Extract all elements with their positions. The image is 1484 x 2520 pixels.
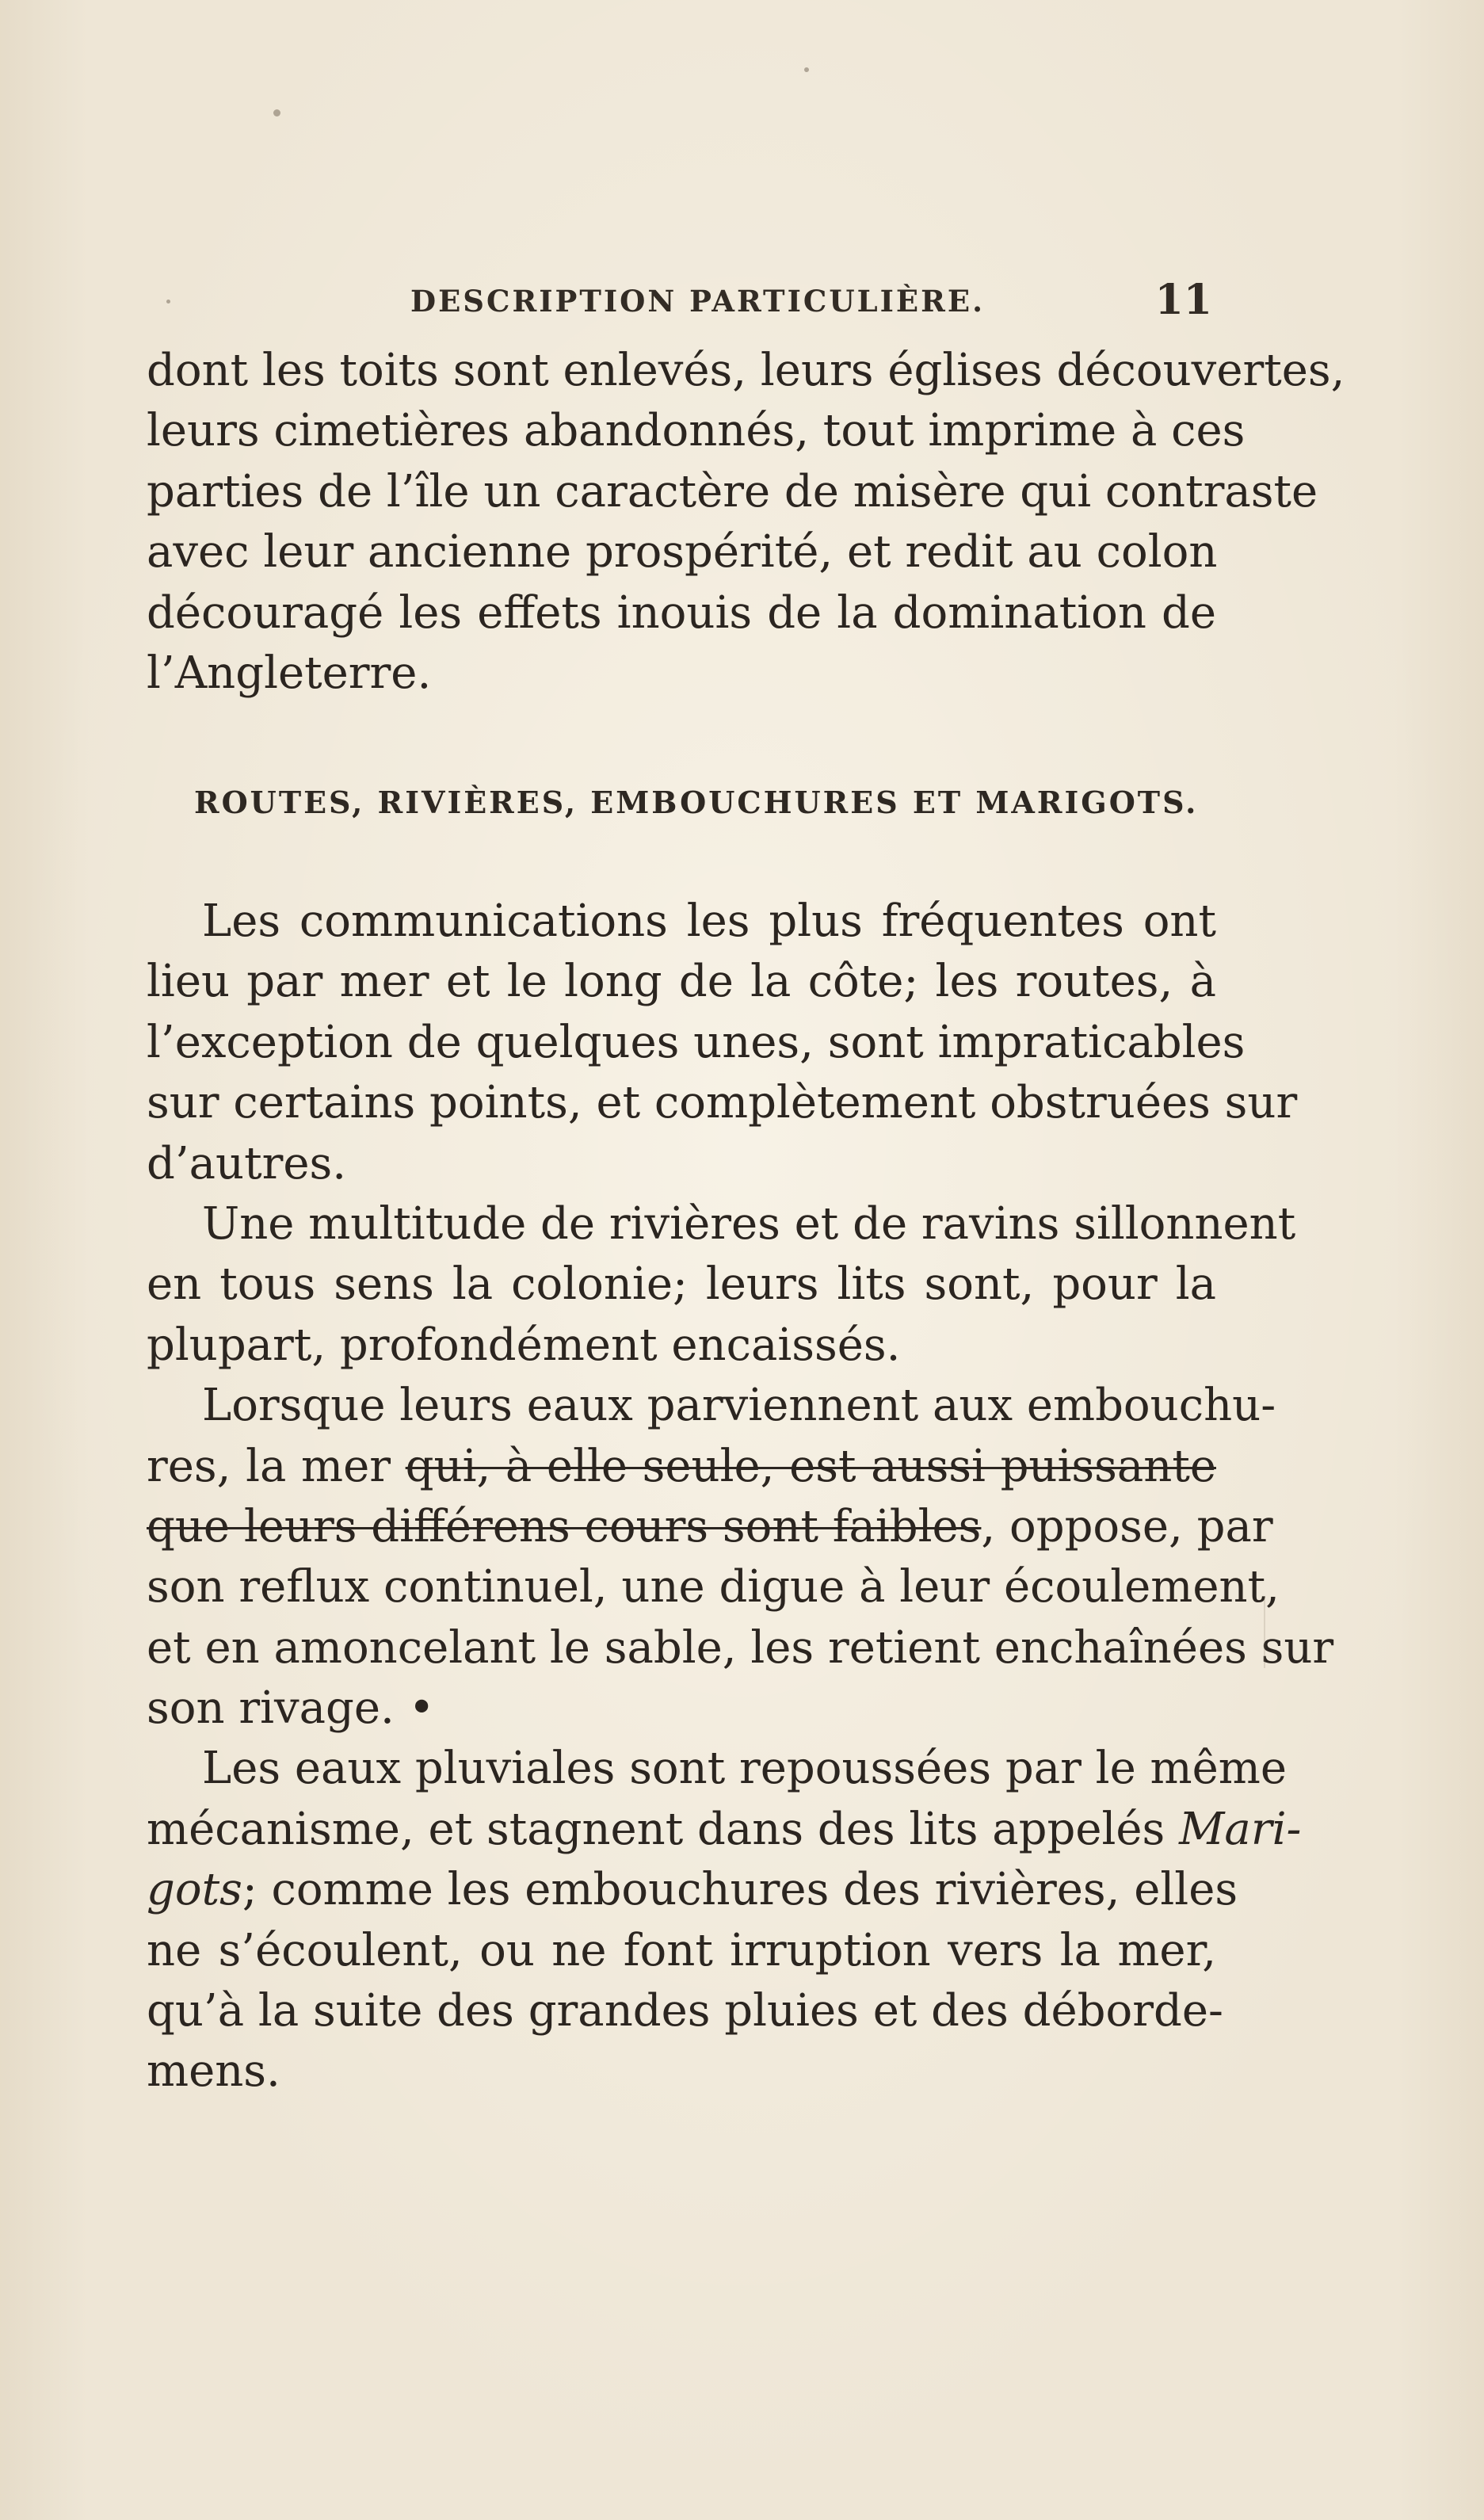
text-line: parties de l’île un caractère de misère qui contraste	[147, 465, 1318, 517]
text-line: d’autres.	[147, 1137, 347, 1189]
section-heading: ROUTES, RIVIÈRES, EMBOUCHURES ET MARIGOTS.	[194, 785, 1199, 820]
text-line: lieu par mer et le long de la côte; les routes, à	[147, 956, 1216, 1008]
text-run: res, la mer	[147, 1440, 406, 1492]
text-line	[147, 1437, 1216, 1497]
running-title: DESCRIPTION PARTICULIÈRE.	[410, 284, 985, 319]
text-line: mens.	[147, 2045, 280, 2098]
text-line	[147, 1860, 1238, 1920]
text-line: l’Angleterre.	[147, 647, 432, 699]
paragraph	[147, 1739, 1302, 2102]
paragraph	[147, 341, 1345, 704]
ink-speck	[273, 109, 280, 116]
section-body	[147, 892, 1334, 2102]
text-line: et en amoncelant le sable, les retient enchaînées sur	[147, 1621, 1334, 1674]
ink-speck	[804, 67, 809, 72]
text-line: qu’à la suite des grandes pluies et des déborde-	[147, 1985, 1223, 2037]
text-line: son rivage. •	[147, 1682, 435, 1735]
paragraph-continuation	[147, 341, 1345, 704]
text-line: dont les toits sont enlevés, leurs églises découvertes,	[147, 345, 1345, 396]
text-line: Les eaux pluviales sont repoussées par le même	[202, 1743, 1287, 1795]
paragraph	[147, 1194, 1296, 1376]
text-run: ; comme les embouchures des rivières, elles	[242, 1864, 1238, 1916]
struck-text: que leurs différens cours sont faibles	[147, 1500, 982, 1552]
text-line: avec leur ancienne prospérité, et redit au colon	[147, 526, 1218, 578]
text-line: l’exception de quelques unes, sont impraticables	[147, 1016, 1246, 1068]
page-number: 11	[1154, 276, 1212, 324]
text-line: en tous sens la colonie; leurs lits sont, pour la	[147, 1258, 1216, 1311]
text-line: ne s’écoulent, ou ne font irruption vers la mer,	[147, 1924, 1216, 1976]
text-run: , oppose, par	[981, 1500, 1273, 1552]
italic-term: Mari-	[1179, 1803, 1302, 1855]
text-line: découragé les effets inouis de la domination de	[147, 586, 1216, 639]
text-line: son reflux continuel, une digue à leur écoulement,	[147, 1561, 1280, 1613]
text-run: mécanisme, et stagnent dans des lits appelés	[147, 1803, 1180, 1855]
text-line: Les communications les plus fréquentes ont	[202, 895, 1216, 947]
margin-pencil-mark	[1264, 1597, 1288, 1668]
text-line: plupart, profondément encaissés.	[147, 1319, 901, 1371]
text-line: sur certains points, et complètement obstruées sur	[147, 1077, 1298, 1129]
paragraph	[147, 1376, 1334, 1739]
text-line: Une multitude de rivières et de ravins sillonnent	[202, 1197, 1296, 1250]
struck-text: qui, à elle seule, est aussi puissante	[405, 1440, 1216, 1492]
text-line: leurs cimetières abandonnés, tout imprime à ces	[147, 405, 1246, 457]
paragraph	[147, 892, 1298, 1194]
italic-term: gots	[147, 1864, 242, 1916]
text-line	[147, 1800, 1302, 1860]
text-line	[147, 1497, 1273, 1557]
ink-speck	[166, 300, 170, 304]
text-line: Lorsque leurs eaux parviennent aux embouchu-	[202, 1380, 1276, 1432]
running-head	[410, 276, 1219, 331]
